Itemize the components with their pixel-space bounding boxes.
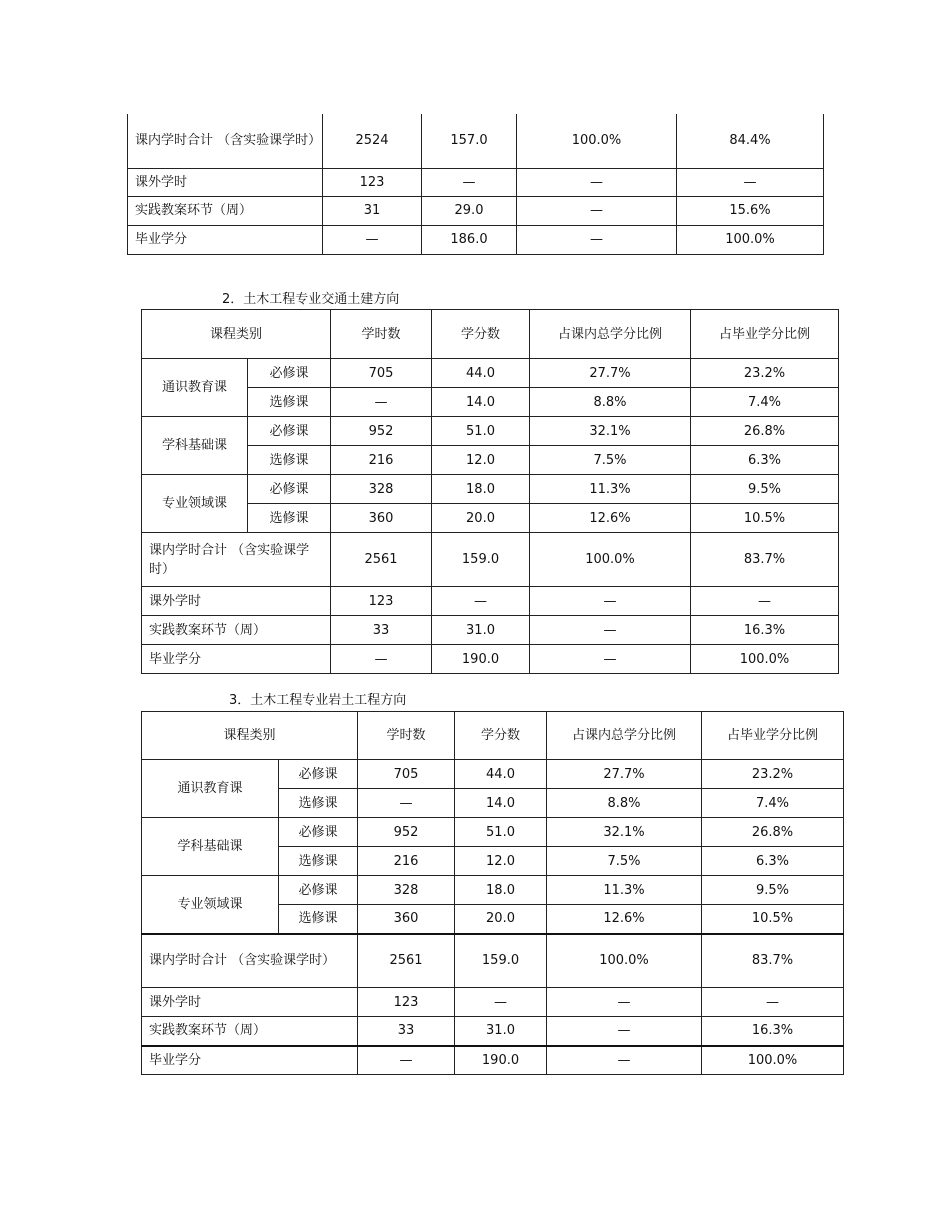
hours-cell: 2524: [323, 114, 422, 168]
credits-cell: 159.0: [432, 533, 530, 587]
group-label: 专业领域课: [142, 876, 279, 934]
pct-grad-cell: 100.0%: [691, 645, 839, 674]
course-type: 选修课: [248, 504, 331, 533]
table-row: [142, 587, 839, 616]
row-label: 课内学时合计 （含实验课学时）: [142, 533, 331, 587]
table-row: [142, 533, 839, 587]
header-pct-grad: 占毕业学分比例: [691, 310, 839, 359]
hours-cell: 705: [358, 760, 455, 789]
credits-cell: 159.0: [455, 934, 547, 988]
credits-cell: —: [422, 168, 517, 196]
hours-cell: 2561: [331, 533, 432, 587]
course-type: 选修课: [248, 388, 331, 417]
course-type: 必修课: [279, 760, 358, 789]
pct-in-cell: —: [517, 168, 677, 196]
pct-in-cell: —: [530, 645, 691, 674]
credits-cell: 31.0: [432, 616, 530, 645]
pct-in-cell: —: [547, 1017, 702, 1046]
row-label: 实践教案环节（周）: [128, 196, 323, 225]
row-label: 课外学时: [128, 168, 323, 196]
credit-table-geotechnical: [141, 711, 844, 1075]
pct-grad-cell: 26.8%: [702, 818, 844, 847]
pct-grad-cell: 6.3%: [691, 446, 839, 475]
group-label: 通识教育课: [142, 359, 248, 417]
row-label: 课外学时: [142, 988, 358, 1017]
pct-grad-cell: 10.5%: [691, 504, 839, 533]
pct-grad-cell: 15.6%: [677, 196, 824, 225]
table-header-row: [142, 712, 844, 760]
pct-in-cell: 7.5%: [530, 446, 691, 475]
pct-in-cell: 7.5%: [547, 847, 702, 876]
pct-grad-cell: 9.5%: [691, 475, 839, 504]
table-row: [142, 417, 839, 446]
hours-cell: 952: [331, 417, 432, 446]
pct-in-cell: 100.0%: [547, 934, 702, 988]
course-type: 选修课: [248, 446, 331, 475]
credits-cell: 20.0: [455, 905, 547, 934]
row-label: 课内学时合计 （含实验课学时）: [142, 934, 358, 988]
course-type: 必修课: [279, 818, 358, 847]
course-type: 必修课: [279, 876, 358, 905]
pct-in-cell: 27.7%: [547, 760, 702, 789]
table-row: [128, 168, 824, 196]
pct-in-cell: —: [530, 616, 691, 645]
row-label: 课外学时: [142, 587, 331, 616]
pct-in-cell: 8.8%: [547, 789, 702, 818]
hours-cell: 123: [358, 988, 455, 1017]
table-row: [142, 475, 839, 504]
hours-cell: —: [331, 645, 432, 674]
course-type: 选修课: [279, 847, 358, 876]
credits-cell: 29.0: [422, 196, 517, 225]
pct-in-cell: —: [547, 988, 702, 1017]
credits-cell: 20.0: [432, 504, 530, 533]
pct-grad-cell: 16.3%: [691, 616, 839, 645]
credits-cell: 44.0: [432, 359, 530, 388]
table-row: [142, 1046, 844, 1075]
hours-cell: —: [358, 1046, 455, 1075]
group-label: 专业领域课: [142, 475, 248, 533]
course-type: 选修课: [279, 789, 358, 818]
table-row: [142, 876, 844, 905]
hours-cell: 123: [331, 587, 432, 616]
pct-in-cell: 11.3%: [530, 475, 691, 504]
group-label: 学科基础课: [142, 818, 279, 876]
table-row: [142, 760, 844, 789]
credits-cell: 18.0: [432, 475, 530, 504]
credits-cell: 157.0: [422, 114, 517, 168]
header-pct-in: 占课内总学分比例: [547, 712, 702, 760]
hours-cell: 123: [323, 168, 422, 196]
hours-cell: 952: [358, 818, 455, 847]
pct-in-cell: —: [547, 1046, 702, 1075]
header-pct-grad: 占毕业学分比例: [702, 712, 844, 760]
row-label: 毕业学分: [142, 1046, 358, 1075]
credits-cell: —: [455, 988, 547, 1017]
pct-in-cell: —: [530, 587, 691, 616]
pct-grad-cell: 83.7%: [702, 934, 844, 988]
hours-cell: 2561: [358, 934, 455, 988]
section-heading: 3．土木工程专业岩土工程方向: [229, 693, 407, 708]
hours-cell: 328: [331, 475, 432, 504]
credits-cell: 18.0: [455, 876, 547, 905]
pct-grad-cell: —: [677, 168, 824, 196]
hours-cell: 705: [331, 359, 432, 388]
group-label: 学科基础课: [142, 417, 248, 475]
row-label: 毕业学分: [142, 645, 331, 674]
table-row: [142, 1017, 844, 1046]
pct-in-cell: 12.6%: [530, 504, 691, 533]
credit-table-traffic-civil: [141, 309, 839, 674]
credits-cell: 190.0: [432, 645, 530, 674]
row-label: 实践教案环节（周）: [142, 1017, 358, 1046]
table-row: [142, 988, 844, 1017]
pct-grad-cell: 9.5%: [702, 876, 844, 905]
header-credits: 学分数: [432, 310, 530, 359]
pct-grad-cell: 10.5%: [702, 905, 844, 934]
table-row: [142, 616, 839, 645]
hours-cell: —: [331, 388, 432, 417]
row-label: 课内学时合计 （含实验课学时）: [128, 114, 323, 168]
pct-grad-cell: 23.2%: [702, 760, 844, 789]
pct-grad-cell: —: [691, 587, 839, 616]
pct-in-cell: 11.3%: [547, 876, 702, 905]
credits-cell: 190.0: [455, 1046, 547, 1075]
pct-in-cell: 32.1%: [530, 417, 691, 446]
header-credits: 学分数: [455, 712, 547, 760]
credit-summary-table-continued: [127, 114, 824, 255]
pct-in-cell: 12.6%: [547, 905, 702, 934]
pct-grad-cell: 23.2%: [691, 359, 839, 388]
row-label: 实践教案环节（周）: [142, 616, 331, 645]
pct-grad-cell: 26.8%: [691, 417, 839, 446]
course-type: 必修课: [248, 417, 331, 446]
table-row: [142, 934, 844, 988]
pct-grad-cell: 7.4%: [691, 388, 839, 417]
course-type: 必修课: [248, 359, 331, 388]
pct-in-cell: —: [517, 196, 677, 225]
credits-cell: 12.0: [432, 446, 530, 475]
credits-cell: 51.0: [432, 417, 530, 446]
hours-cell: 216: [331, 446, 432, 475]
course-type: 必修课: [248, 475, 331, 504]
table-header-row: [142, 310, 839, 359]
credits-cell: 31.0: [455, 1017, 547, 1046]
row-label: 毕业学分: [128, 225, 323, 254]
credits-cell: 51.0: [455, 818, 547, 847]
pct-grad-cell: 16.3%: [702, 1017, 844, 1046]
header-hours: 学时数: [331, 310, 432, 359]
header-hours: 学时数: [358, 712, 455, 760]
table-row: [142, 645, 839, 674]
table-row: [128, 196, 824, 225]
pct-grad-cell: 100.0%: [677, 225, 824, 254]
credits-cell: 186.0: [422, 225, 517, 254]
credits-cell: 14.0: [432, 388, 530, 417]
hours-cell: —: [358, 789, 455, 818]
table-row: [128, 114, 824, 168]
section-heading: 2．土木工程专业交通土建方向: [222, 292, 400, 307]
pct-in-cell: 8.8%: [530, 388, 691, 417]
pct-in-cell: 100.0%: [517, 114, 677, 168]
course-type: 选修课: [279, 905, 358, 934]
hours-cell: 31: [323, 196, 422, 225]
hours-cell: 360: [358, 905, 455, 934]
credits-cell: 12.0: [455, 847, 547, 876]
pct-in-cell: 27.7%: [530, 359, 691, 388]
header-category: 课程类别: [142, 712, 358, 760]
credits-cell: 44.0: [455, 760, 547, 789]
hours-cell: —: [323, 225, 422, 254]
pct-grad-cell: 83.7%: [691, 533, 839, 587]
hours-cell: 216: [358, 847, 455, 876]
group-label: 通识教育课: [142, 760, 279, 818]
pct-grad-cell: 84.4%: [677, 114, 824, 168]
pct-grad-cell: 6.3%: [702, 847, 844, 876]
hours-cell: 360: [331, 504, 432, 533]
pct-grad-cell: 100.0%: [702, 1046, 844, 1075]
hours-cell: 328: [358, 876, 455, 905]
credits-cell: —: [432, 587, 530, 616]
credits-cell: 14.0: [455, 789, 547, 818]
pct-in-cell: 32.1%: [547, 818, 702, 847]
table-row: [128, 225, 824, 254]
header-pct-in: 占课内总学分比例: [530, 310, 691, 359]
hours-cell: 33: [331, 616, 432, 645]
pct-grad-cell: —: [702, 988, 844, 1017]
table-row: [142, 359, 839, 388]
table-row: [142, 818, 844, 847]
pct-in-cell: 100.0%: [530, 533, 691, 587]
header-category: 课程类别: [142, 310, 331, 359]
pct-in-cell: —: [517, 225, 677, 254]
pct-grad-cell: 7.4%: [702, 789, 844, 818]
hours-cell: 33: [358, 1017, 455, 1046]
